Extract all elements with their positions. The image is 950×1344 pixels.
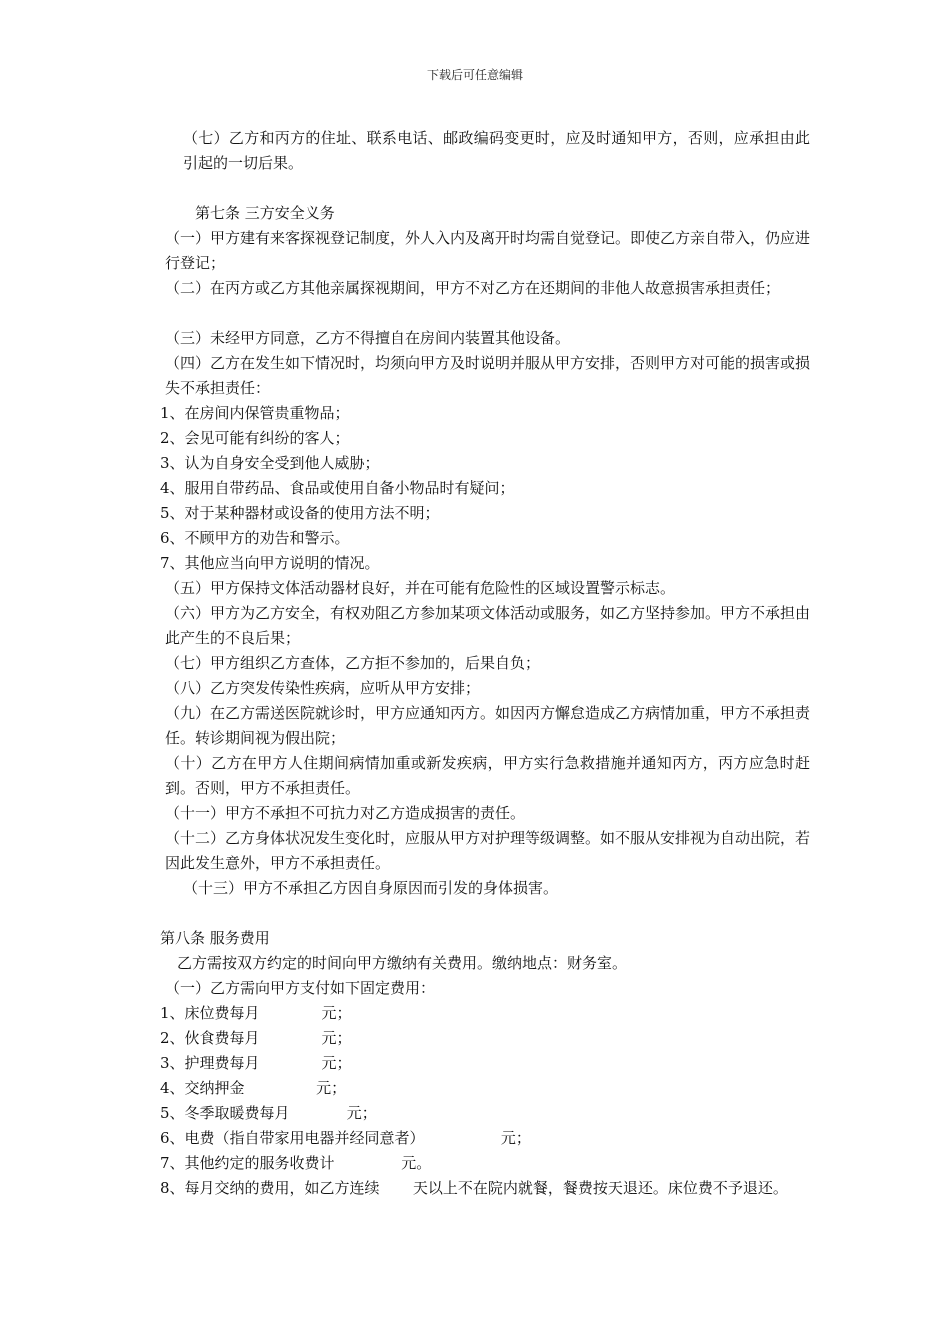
article-7-paragraph-2: （二）在丙方或乙方其他亲属探视期间，甲方不对乙方在还期间的非他人故意损害承担责任； — [165, 279, 781, 297]
list-item: 3、认为自身安全受到他人威胁； — [160, 454, 380, 472]
fee-item: 1、床位费每月 元； — [160, 1004, 352, 1022]
article-7-paragraph-6: （六）甲方为乙方安全，有权劝阻乙方参加某项文体活动或服务，如乙方坚持参加。甲方不承担由此产生的不良后果； — [165, 604, 811, 647]
article-7-paragraph-12: （十二）乙方身体状况发生变化时，应服从甲方对护理等级调整。如不服从安排视为自动出院，若因此发生意外，甲方不承担责任。 — [165, 829, 811, 872]
fee-item: 4、交纳押金 元； — [160, 1079, 347, 1097]
article-7-paragraph-3: （三）未经甲方同意，乙方不得擅自在房间内装置其他设备。 — [165, 329, 571, 347]
list-item: 4、服用自带药品、食品或使用自备小物品时有疑问； — [160, 479, 515, 497]
paragraph-prev-7: （七）乙方和丙方的住址、联系电话、邮政编码变更时，应及时通知甲方，否则，应承担由此引起的一切后果。 — [183, 129, 810, 172]
fee-item: 2、伙食费每月 元； — [160, 1029, 352, 1047]
article-7-paragraph-4: （四）乙方在发生如下情况时，均须向甲方及时说明并服从甲方安排，否则甲方对可能的损害或损失不承担责任： — [165, 354, 811, 397]
article-8-intro: 乙方需按双方约定的时间向甲方缴纳有关费用。缴纳地点：财务室。 — [177, 954, 628, 972]
article-8-paragraph-1: （一）乙方需向甲方支付如下固定费用： — [165, 979, 436, 997]
article-7-paragraph-9: （九）在乙方需送医院就诊时，甲方应通知丙方。如因丙方懈怠造成乙方病情加重，甲方不承担责任。转诊期间视为假出院； — [165, 704, 811, 747]
fee-item-8: 8、每月交纳的费用，如乙方连续 天以上不在院内就餐，餐费按天退还。床位费不予退还。 — [160, 1179, 788, 1197]
list-item: 7、其他应当向甲方说明的情况。 — [160, 554, 380, 572]
list-item: 5、对于某种器材或设备的使用方法不明； — [160, 504, 440, 522]
page-header-note: 下载后可任意编辑 — [426, 68, 523, 82]
article-7-paragraph-5: （五）甲方保持文体活动器材良好，并在可能有危险性的区域设置警示标志。 — [165, 579, 676, 597]
list-item: 1、在房间内保管贵重物品； — [160, 404, 350, 422]
fee-item: 7、其他约定的服务收费计 元。 — [160, 1154, 432, 1172]
fee-item: 3、护理费每月 元； — [160, 1054, 352, 1072]
article-7-paragraph-8: （八）乙方突发传染性疾病，应听从甲方安排； — [165, 679, 481, 697]
list-item: 6、不顾甲方的劝告和警示。 — [160, 529, 350, 547]
article-7-paragraph-13: （十三）甲方不承担乙方因自身原因而引发的身体损害。 — [183, 879, 559, 897]
article-7-paragraph-1: （一）甲方建有来客探视登记制度，外人入内及离开时均需自觉登记。即使乙方亲自带入，仍应进行登记； — [165, 229, 811, 272]
fee-item: 6、电费（指自带家用电器并经同意者） 元； — [160, 1129, 531, 1147]
article-8-title: 第八条 服务费用 — [160, 929, 270, 947]
article-7-title: 第七条 三方安全义务 — [195, 204, 335, 222]
fee-item: 5、冬季取暖费每月 元； — [160, 1104, 377, 1122]
article-7-paragraph-7: （七）甲方组织乙方查体，乙方拒不参加的，后果自负； — [165, 654, 541, 672]
list-item: 2、会见可能有纠纷的客人； — [160, 429, 350, 447]
article-7-paragraph-10: （十）乙方在甲方人住期间病情加重或新发疾病，甲方实行急救措施并通知丙方，丙方应急时赶到。否则，甲方不承担责任。 — [165, 754, 810, 797]
article-7-paragraph-11: （十一）甲方不承担不可抗力对乙方造成损害的责任。 — [165, 804, 526, 822]
